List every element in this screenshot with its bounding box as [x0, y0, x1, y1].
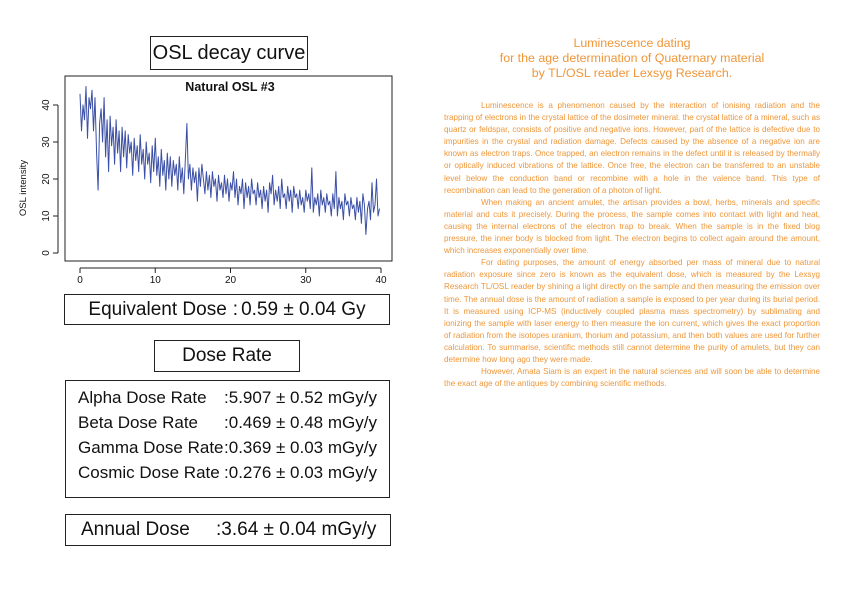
article-title — [444, 36, 820, 81]
dose-rate-value: 0.469 ± 0.48 mGy/y — [228, 413, 377, 432]
equivalent-dose-separator: : — [232, 298, 239, 320]
y-tick-label: 20 — [41, 173, 52, 185]
dose-rate-separator: : — [224, 463, 229, 482]
x-tick-label: 30 — [300, 275, 312, 286]
dose-rate-separator: : — [224, 388, 229, 407]
dose-rate-value: 0.369 ± 0.03 mGy/y — [228, 438, 377, 457]
article-title-line: for the age determination of Quaternary material — [499, 51, 765, 65]
article-title-line: by TL/OSL reader Lexsyg Research. — [531, 66, 733, 80]
osl-decay-chart — [0, 70, 400, 292]
dose-rate-value: 0.276 ± 0.03 mGy/y — [228, 463, 377, 482]
equivalent-dose-box — [64, 294, 390, 325]
article-paragraph: When making an ancient amulet, the artisan provides a bowl, herbs, minerals and specific material and cuts it precisely. During the process, the sample comes into contact with light and heat, causing the internal electrons of the electron trap to break. When the sample is in the fixed blog pressure, the inner body is blocked from light. The electron begins to collect again around the amount, which increases exponentially over time. — [444, 197, 820, 256]
series — [80, 87, 380, 235]
dose-rate-name: Alpha Dose Rate — [78, 388, 207, 407]
dose-rates-box — [65, 380, 390, 498]
dose-rate-row-beta — [78, 413, 377, 437]
x-tick-label: 0 — [77, 275, 83, 286]
annual-dose-box — [65, 514, 391, 546]
dose-rate-separator: : — [224, 413, 229, 432]
dose-rate-title: Dose Rate — [154, 340, 300, 372]
dose-rate-name: Beta Dose Rate — [78, 413, 199, 432]
osl-series-line — [80, 87, 380, 235]
chart-title: Natural OSL #3 — [185, 80, 275, 94]
annual-dose-label: Annual Dose — [81, 519, 190, 540]
y-tick-label: 30 — [41, 136, 52, 148]
dose-rate-separator: : — [224, 438, 229, 457]
y-tick-label: 0 — [41, 250, 52, 256]
plot-frame — [65, 76, 392, 261]
annual-dose-value-wrap — [216, 519, 376, 541]
article-paragraph: However, Amata Siam is an expert in the natural sciences and will soon be able to determine the exact age of the antiques by combining scientific methods. — [444, 367, 820, 389]
article-paragraph: For dating purposes, the amount of energy absorbed per mass of mineral due to natural radiation exposure since zero is known as the equivalent dose, which is measured by the Lexsyg Research TL/OSL reader by shining a light directly on the sample and then measuring the emission over time. The annual dose is the amount of radiation a sample is exposed to per year during its burial period. It is measured using ICP-MS (inductively coupled plasma mass spectrometry) by sublimating and ionizing the sample with laser energy to then measure the ion current, which gives the exact proportion of radiation from the isotopes uranium, thorium and potassium, and then both values are used for further calculation. To summarise, scientific methods still cannot determine the purity of amulets, but they can determine how long ago they were made. — [444, 258, 820, 364]
dose-rate-name: Gamma Dose Rate — [78, 438, 224, 457]
x-tick-label: 40 — [375, 275, 387, 286]
annual-dose-separator: : — [216, 519, 222, 540]
equivalent-dose-label: Equivalent Dose — [88, 298, 227, 320]
article-title-line: Luminescence dating — [573, 36, 691, 50]
dose-rate-name: Cosmic Dose Rate — [78, 463, 220, 482]
dose-rate-row-gamma — [78, 438, 377, 462]
osl-decay-curve-title: OSL decay curve — [150, 36, 308, 70]
x-tick-label: 20 — [224, 275, 237, 286]
article-column — [444, 36, 820, 390]
annual-dose-value: 3.64 ± 0.04 mGy/y — [221, 519, 377, 540]
y-tick-label: 10 — [41, 210, 52, 222]
dose-rate-value: 5.907 ± 0.52 mGy/y — [228, 388, 377, 407]
article-paragraph: Luminescence is a phenomenon caused by the interaction of ionising radiation and the trapping of electrons in the crystal lattice of the dosimeter mineral. the crystal lattice of a mineral, such as quartz or feldspar, consists of positive and negative ions. However, part of the lattice is defective due to impurities in the crystal and radiation damage. Defects caused by the absence of a negative ion are known as electron traps. Once trapped, an electron remains in the defect until it is released by thermally or optically induced vibrations of the lattice. Once free, the electron can be transferred to an unstable level below the conduction band or recombine with a hole in the valence band. This type of recombination can lead to the generation of a photon of light. — [444, 101, 820, 195]
y-axis-label: OSL intensity — [18, 159, 29, 217]
x-tick-label: 10 — [149, 275, 161, 286]
dose-rate-row-alpha — [78, 388, 377, 412]
dose-rate-row-cosmic — [78, 463, 377, 487]
y-tick-label: 40 — [41, 99, 52, 111]
equivalent-dose-value: 0.59 ± 0.04 Gy — [241, 298, 366, 320]
